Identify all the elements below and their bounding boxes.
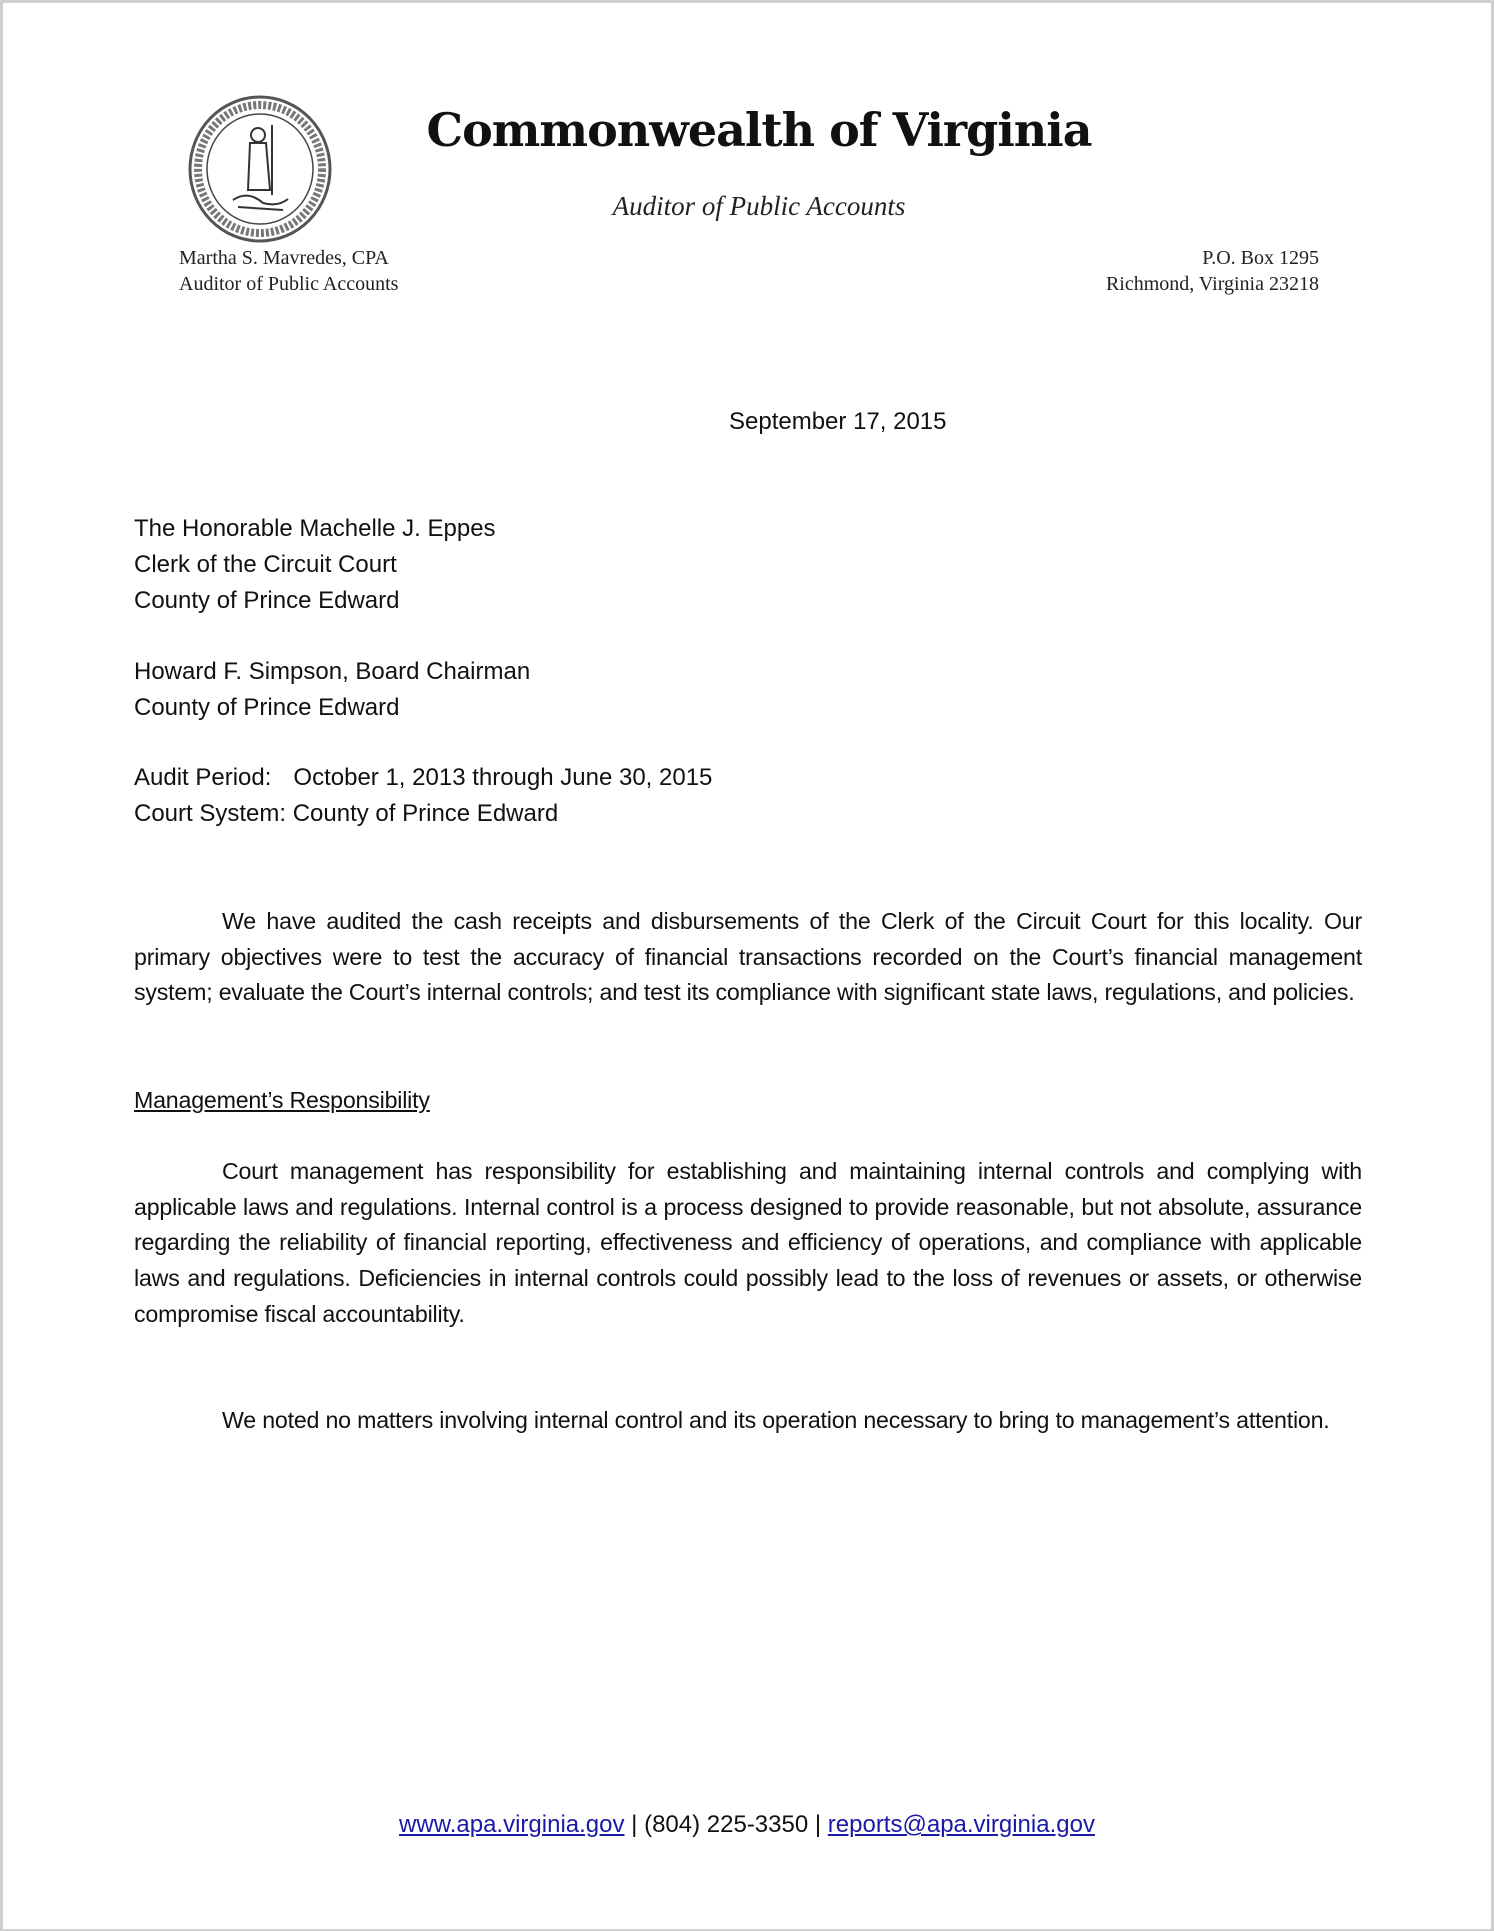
letterhead-title: Commonwealth of Virginia: [426, 103, 1092, 157]
court-system-value: County of Prince Edward: [292, 800, 559, 827]
management-responsibility-heading: Management’s Responsibility: [134, 1087, 430, 1113]
section-heading: [134, 1083, 1362, 1119]
paragraph-objectives: We have audited the cash receipts and disbursements of the Clerk of the Circuit Court for this locality. Our primary objectives were to test the accuracy of financial transactions recorded on the Court’s financial management system; evaluate the Court’s internal controls; and test its compliance with significant state laws, regulations, and policies.: [134, 908, 1362, 1006]
court-system-label: Court System:: [134, 800, 287, 827]
letter-page: [3, 3, 1491, 1929]
auditor-name: Martha S. Mavredes, CPA: [179, 247, 389, 269]
audit-period-label: Audit Period:: [134, 764, 272, 791]
addressee-line: County of Prince Edward: [134, 694, 400, 721]
paragraph-responsibility: Court management has responsibility for establishing and maintaining internal controls and complying with applicable laws and regulations. Internal control is a process designed to provide reasonable, but not absolute, assurance regarding the reliability of financial reporting, effectiveness and efficiency of operations, and compliance with applicable laws and regulations. Deficiencies in internal controls could possibly lead to the loss of revenues or assets, or otherwise compromise fiscal accountability.: [134, 1158, 1362, 1327]
address-block: [1106, 245, 1319, 297]
audit-period-value: October 1, 2013 through June 30, 2015: [293, 764, 713, 791]
addressee-line: Howard F. Simpson, Board Chairman: [134, 658, 531, 685]
city-state-zip: Richmond, Virginia 23218: [1105, 273, 1319, 295]
letterhead-subtitle: Auditor of Public Accounts: [612, 191, 906, 221]
addressee-line: The Honorable Machelle J. Eppes: [134, 515, 496, 542]
footer-separator: |: [814, 1811, 822, 1838]
auditor-block: [179, 245, 398, 297]
court-system: [134, 800, 558, 828]
website-link[interactable]: www.apa.virginia.gov: [399, 1811, 625, 1838]
email-link[interactable]: reports@apa.virginia.gov: [827, 1811, 1095, 1838]
audit-period: [134, 764, 712, 792]
footer-contact: [3, 1811, 1491, 1839]
addressee-line: County of Prince Edward: [134, 587, 400, 614]
po-box: P.O. Box 1295: [1202, 247, 1319, 269]
auditor-title: Auditor of Public Accounts: [179, 273, 399, 295]
addressee-line: Clerk of the Circuit Court: [134, 551, 397, 578]
paragraph-conclusion: We noted no matters involving internal control and its operation necessary to bring to management’s attention.: [222, 1407, 1330, 1433]
letter-date: September 17, 2015: [729, 408, 947, 435]
phone-number: (804) 225-3350: [644, 1811, 809, 1838]
footer-separator: |: [631, 1811, 638, 1838]
